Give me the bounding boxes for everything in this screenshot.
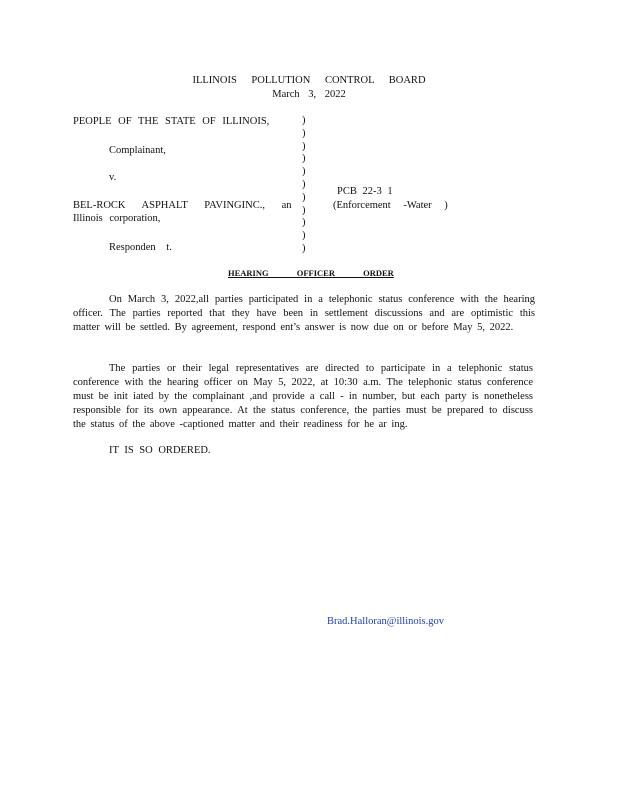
complainant-role: Complainant,: [109, 145, 166, 156]
complainant-name: PEOPLE OF THE STATE OF ILLINOIS,: [73, 116, 270, 127]
closing-statement: IT IS SO ORDERED.: [109, 445, 211, 456]
respondent-role: Responden t.: [109, 242, 172, 253]
hearing-officer-email[interactable]: Brad.Halloran@illinois.gov: [327, 616, 444, 627]
body-paragraph-2: The parties or their legal representatives are directed to participate in a telephonic status conference with the hearing officer on May 5, 2022, at 10:30 a.m. The telephonic status conference must be init iated by the complainant ,and provide a call - in number, but each party is nonetheless responsible for its own appearance. At the status conference, the parties must be prepared to discuss the status of the above -captioned matter and their readiness for he ar ing.: [73, 363, 533, 430]
respondent-name-continued: Illinois corporation,: [73, 213, 161, 224]
caption-parentheses: [302, 115, 306, 256]
order-date: March 3, 2022: [272, 89, 346, 100]
caption-paren: ): [302, 242, 306, 254]
caption-paren: ): [302, 115, 306, 126]
caption-paren: ): [302, 127, 306, 139]
order-heading: HEARING OFFICER ORDER: [228, 268, 394, 278]
versus: v.: [109, 172, 117, 183]
caption-paren: ): [302, 178, 306, 190]
agency-title: ILLINOIS POLLUTION CONTROL BOARD: [192, 75, 426, 86]
caption-paren: ): [302, 153, 306, 165]
caption-paren: ): [302, 191, 306, 203]
respondent-name: BEL-ROCK ASPHALT PAVINGINC., an: [73, 200, 292, 211]
caption-paren: ): [302, 217, 306, 229]
caption-paren: ): [302, 166, 306, 178]
caption-paren: ): [302, 230, 306, 242]
caption-paren: ): [302, 140, 306, 152]
case-number: PCB 22-3 1: [337, 186, 393, 197]
body-paragraph-1: On March 3, 2022,all parties participated in a telephonic status conference with the hearing officer. The parties reported that they have been in settlement discussions and are optimistic this matter will be settled. By agreement, respond ent’s answer is now due on or before May 5, 2022.: [73, 294, 535, 333]
case-type: (Enforcement -Water ): [333, 200, 448, 211]
caption-paren: ): [302, 204, 306, 216]
